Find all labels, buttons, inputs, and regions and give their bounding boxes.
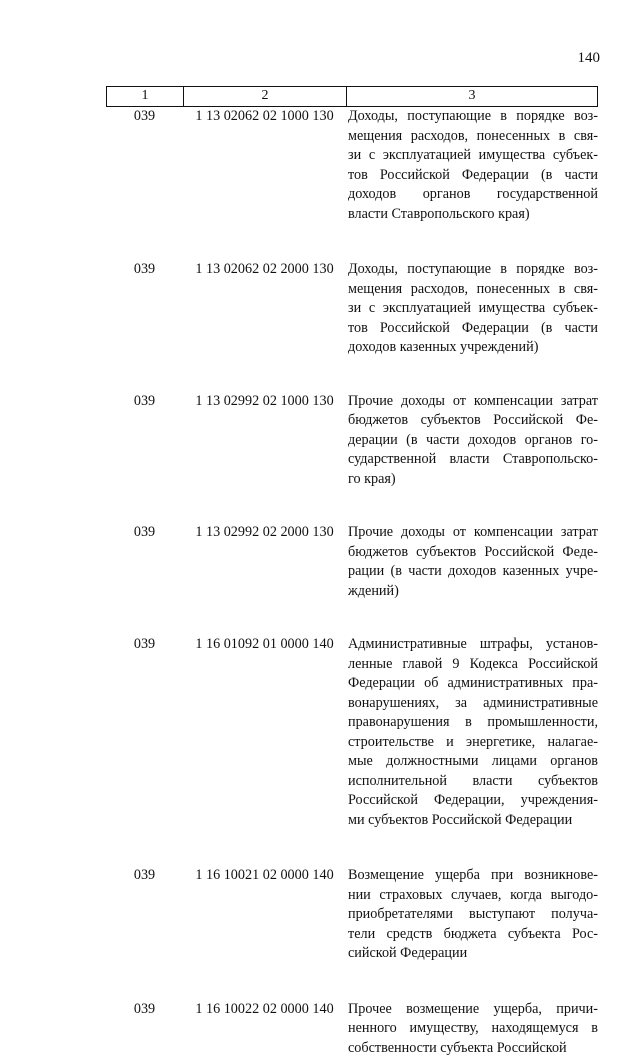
description-line: Прочие доходы от компенсации затрат [348,392,598,412]
admin-code-cell: 039 [106,260,183,358]
description-line: Доходы, поступающие в порядке воз- [348,107,598,127]
description-line: бюджетов субъектов Российской Фе- [348,411,598,431]
header-col-2: 2 [184,87,347,106]
revenue-description-cell [346,866,598,964]
budget-classification-code-cell: 1 16 10021 02 0000 140 [183,866,346,964]
table-row [106,260,598,358]
table-row [106,107,598,224]
budget-classification-code-cell: 1 16 01092 01 0000 140 [183,635,346,830]
description-line: мещения расходов, понесенных в свя- [348,127,598,147]
description-line: бюджетов субъектов Российской Феде- [348,543,598,563]
description-line: доходов казенных учреждений) [348,338,598,358]
description-line: Федерации об административных пра- [348,674,598,694]
description-line: мые должностными лицами органов [348,752,598,772]
description-line: го края) [348,470,598,490]
revenue-description-cell [346,1000,598,1058]
table-body [106,107,598,1058]
description-line: дерации (в части доходов органов го- [348,431,598,451]
description-line: сударственной власти Ставропольско- [348,450,598,470]
revenue-description-cell [346,260,598,358]
table-row [106,1000,598,1058]
table-row [106,392,598,490]
budget-classification-code-cell: 1 13 02062 02 1000 130 [183,107,346,224]
description-line: ненного имуществу, находящемуся в [348,1019,598,1039]
admin-code-cell: 039 [106,866,183,964]
description-line: зи с эксплуатацией имущества субъек- [348,299,598,319]
admin-code-cell: 039 [106,392,183,490]
description-line: Российской Федерации, учреждения- [348,791,598,811]
description-line: мещения расходов, понесенных в свя- [348,280,598,300]
budget-classification-code-cell: 1 13 02062 02 2000 130 [183,260,346,358]
revenue-code-table [106,86,598,1058]
revenue-description-cell [346,523,598,601]
description-line: Прочее возмещение ущерба, причи- [348,1000,598,1020]
table-header-row [106,86,598,107]
description-line: ленные главой 9 Кодекса Российской [348,655,598,675]
description-line: вонарушениях, за административные [348,694,598,714]
description-line: сийской Федерации [348,944,598,964]
table-row [106,523,598,601]
description-line: зи с эксплуатацией имущества субъек- [348,146,598,166]
admin-code-cell: 039 [106,523,183,601]
description-line: Прочие доходы от компенсации затрат [348,523,598,543]
description-line: приобретателями выступают получа- [348,905,598,925]
description-line: исполнительной власти субъектов [348,772,598,792]
admin-code-cell: 039 [106,107,183,224]
header-col-3: 3 [347,87,597,106]
description-line: власти Ставропольского края) [348,205,598,225]
budget-classification-code-cell: 1 13 02992 02 2000 130 [183,523,346,601]
revenue-description-cell [346,392,598,490]
description-line: собственности субъекта Российской [348,1039,598,1058]
admin-code-cell: 039 [106,1000,183,1058]
description-line: нии страховых случаев, когда выгодо- [348,886,598,906]
description-line: правонарушения в промышленности, [348,713,598,733]
description-line: ждений) [348,582,598,602]
description-line: Административные штрафы, установ- [348,635,598,655]
budget-classification-code-cell: 1 13 02992 02 1000 130 [183,392,346,490]
description-line: доходов органов государственной [348,185,598,205]
description-line: строительстве и энергетике, налагае- [348,733,598,753]
description-line: ми субъектов Российской Федерации [348,811,598,831]
description-line: Доходы, поступающие в порядке воз- [348,260,598,280]
page-number: 140 [578,50,601,67]
description-line: рации (в части доходов казенных учре- [348,562,598,582]
budget-classification-code-cell: 1 16 10022 02 0000 140 [183,1000,346,1058]
header-col-1: 1 [107,87,184,106]
description-line: тов Российской Федерации (в части [348,319,598,339]
revenue-description-cell [346,635,598,830]
description-line: тов Российской Федерации (в части [348,166,598,186]
table-row [106,635,598,830]
admin-code-cell: 039 [106,635,183,830]
table-row [106,866,598,964]
description-line: тели средств бюджета субъекта Рос- [348,925,598,945]
description-line: Возмещение ущерба при возникнове- [348,866,598,886]
revenue-description-cell [346,107,598,224]
